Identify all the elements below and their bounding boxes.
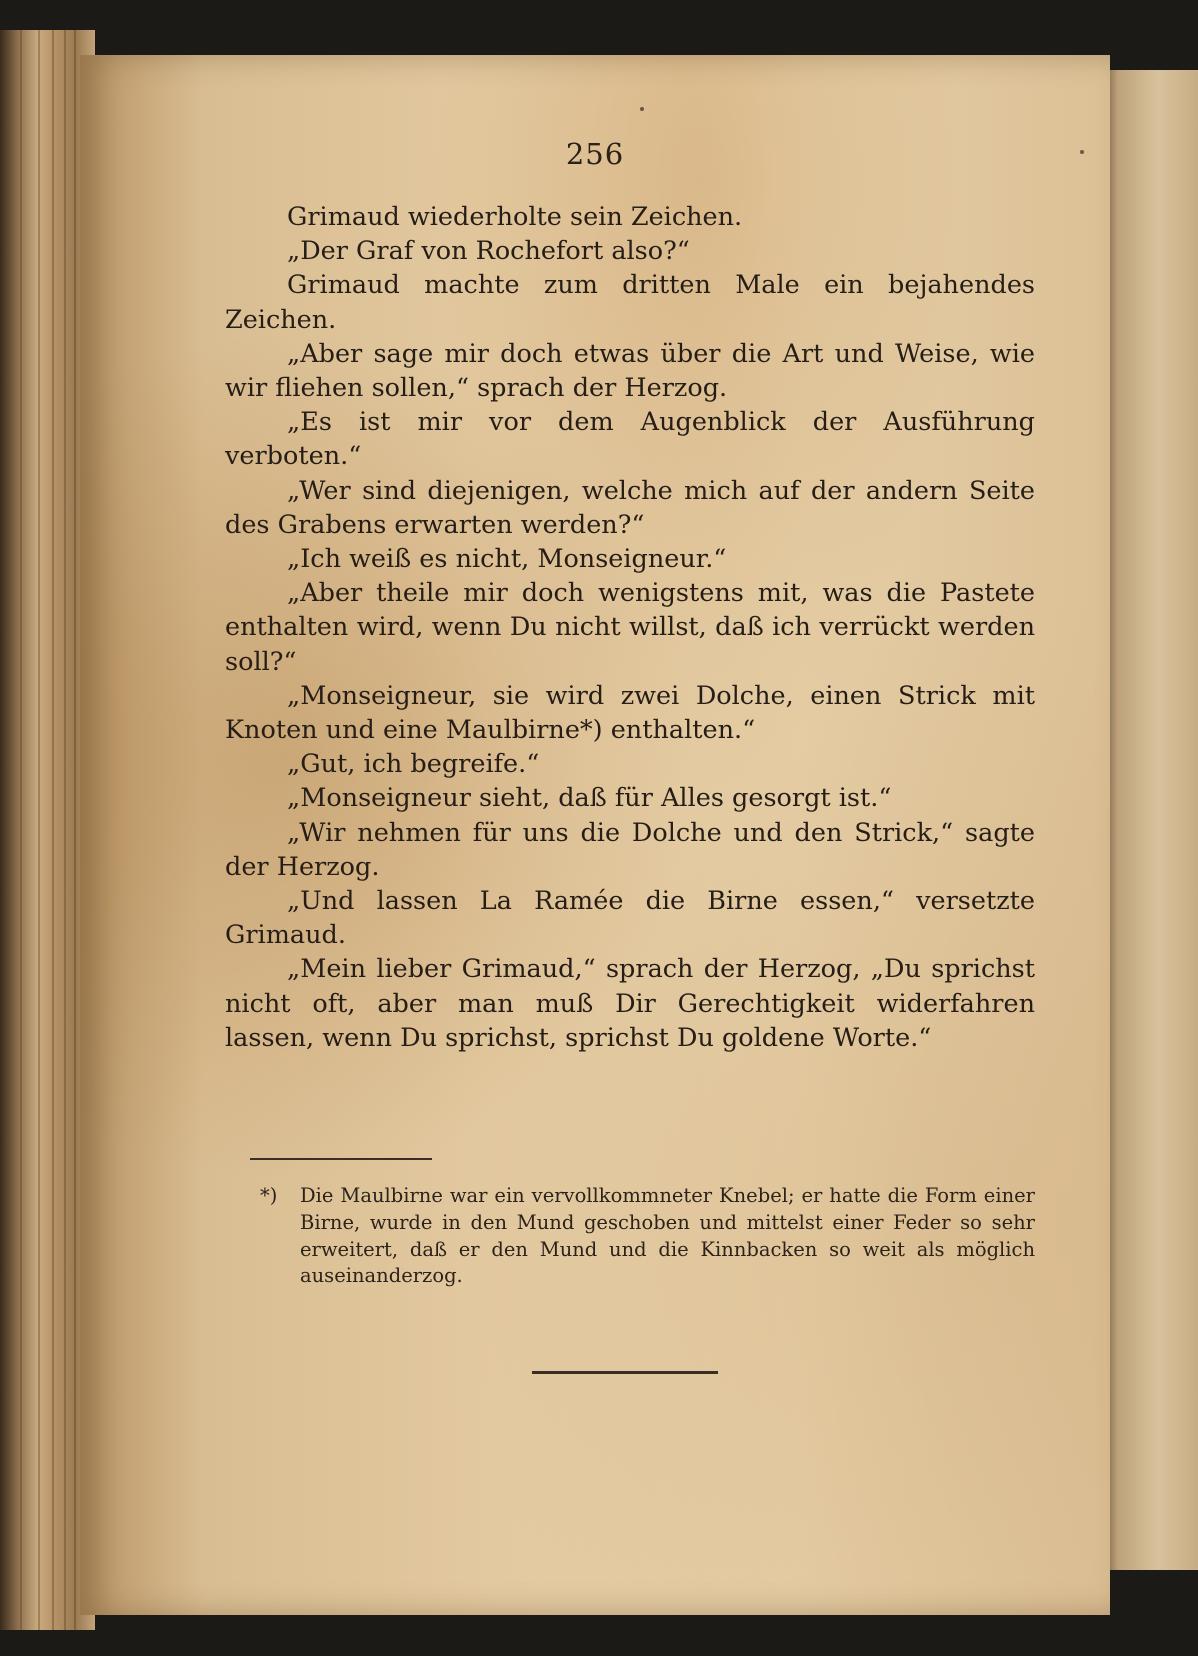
next-page-edge [1098,70,1198,1570]
footnote [260,1183,1035,1290]
paragraph: „Es ist mir vor dem Augenblick der Ausführung verboten.“ [225,407,1035,472]
footnote-text: Die Maulbirne war ein vervollkommneter Knebel; er hatte die Form einer Birne, wurde in den Mund geschoben und mittelst einer Feder so sehr erweitert, daß er den Mund und die Kinnbacken so weit als möglich auseinanderzog. [300,1184,1035,1288]
ink-speck [640,107,644,111]
paragraph: „Mein lieber Grimaud,“ sprach der Herzog, „Du sprichst nicht oft, aber man muß Dir Gerechtigkeit widerfahren lassen, wenn Du sprichst, sprichst Du goldene Worte.“ [225,954,1035,1053]
paragraph: „Ich weiß es nicht, Monseigneur.“ [287,544,727,575]
page-body-text [225,200,1035,1055]
paragraph: „Monseigneur sieht, daß für Alles gesorgt ist.“ [287,783,892,814]
paragraph: „Monseigneur, sie wird zwei Dolche, einen Strick mit Knoten und eine Maulbirne*) enthalten.“ [225,680,1035,746]
footnote-separator-rule [250,1158,432,1160]
paragraph: „Wir nehmen für uns die Dolche und den Strick,“ sagte der Herzog. [225,817,1035,882]
paragraph: „Und lassen La Ramée die Birne essen,“ versetzte Grimaud. [225,886,1035,951]
paragraph: „Aber sage mir doch etwas über die Art und Weise, wie wir fliehen sollen,“ sprach der Herzog. [225,338,1035,404]
paragraph: „Wer sind diejenigen, welche mich auf der andern Seite des Grabens erwarten werden?“ [225,475,1035,540]
footnote-marker: *) [260,1184,278,1207]
paragraph: „Der Graf von Rochefort also?“ [287,236,690,267]
paragraph: „Gut, ich begreife.“ [287,749,540,780]
book-page [80,55,1110,1615]
paragraph: „Aber theile mir doch wenigstens mit, was die Pastete enthalten wird, wenn Du nicht willst, daß ich verrückt werden soll?“ [225,578,1035,677]
paragraph: Grimaud machte zum dritten Male ein bejahendes Zeichen. [225,270,1035,335]
end-of-page-rule [532,1371,718,1374]
page-number: 256 [565,137,625,171]
paragraph: Grimaud wiederholte sein Zeichen. [287,202,743,232]
ink-speck [1080,150,1084,154]
